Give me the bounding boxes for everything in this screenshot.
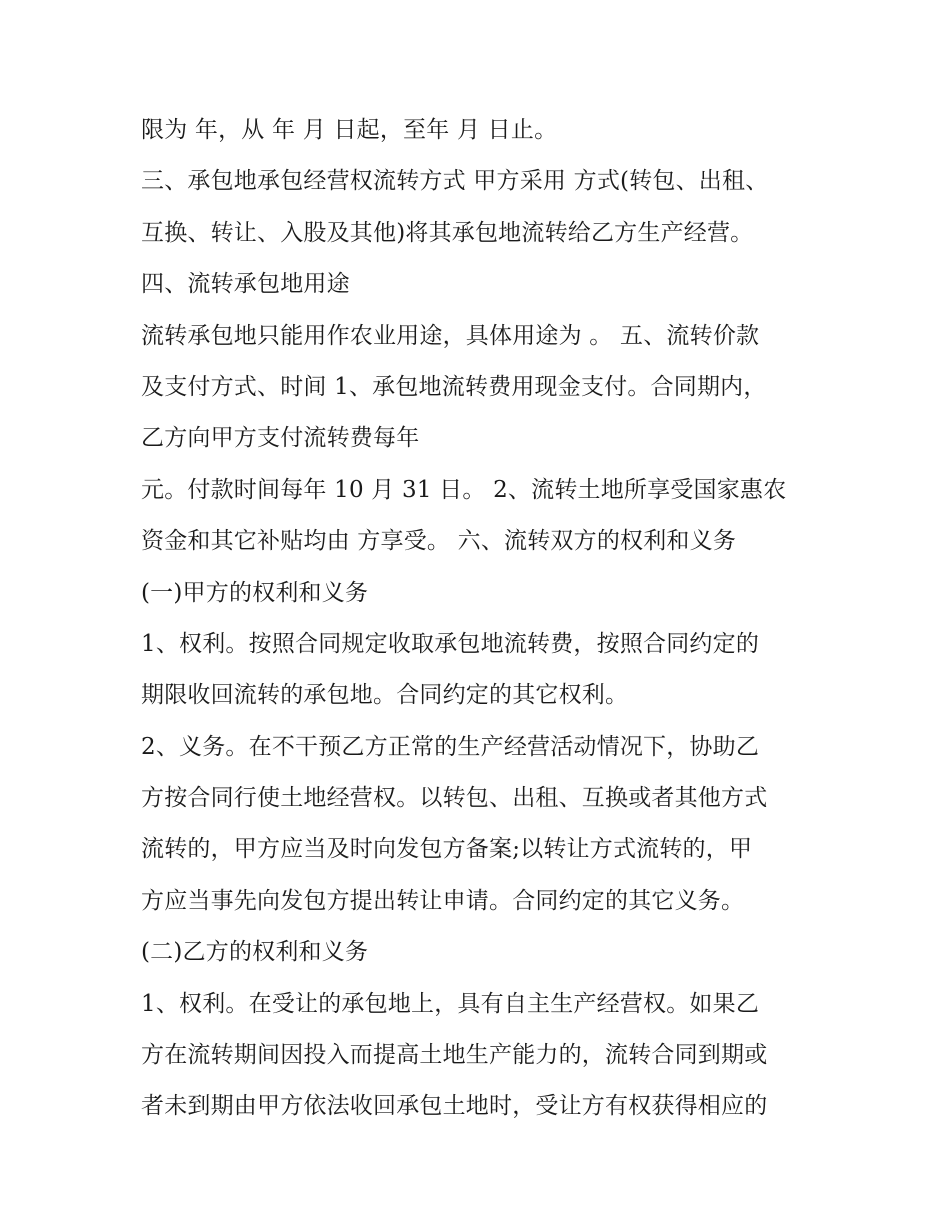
text-line: 2、义务。在不干预乙方正常的生产经营活动情况下，协助乙	[141, 733, 760, 760]
text-line: 元。付款时间每年 10 月 31 日。 2、流转土地所享受国家惠农	[141, 476, 787, 503]
text-line: 及支付方式、时间 1、承包地流转费用现金支付。合同期内，	[141, 373, 767, 400]
text-line: 期限收回流转的承包地。合同约定的其它权利。	[141, 682, 629, 709]
text-line: 限为 年，从 年 月 日起，至年 月 日止。	[141, 117, 558, 143]
text-line: 方在流转期间因投入而提高土地生产能力的，流转合同到期或	[141, 1042, 768, 1069]
text-line: 者未到期由甲方依法收回承包土地时，受让方有权获得相应的	[141, 1093, 768, 1120]
text-line: 乙方向甲方支付流转费每年	[141, 425, 420, 452]
text-line: 1、权利。在受让的承包地上，具有自主生产经营权。如果乙	[141, 990, 760, 1017]
text-line: 互换、转让、入股及其他)将其承包地流转给乙方生产经营。	[141, 219, 754, 246]
text-line: 流转的，甲方应当及时向发包方备案;以转让方式流转的，甲	[141, 836, 753, 863]
text-line: 三、承包地承包经营权流转方式 甲方采用 方式(转包、出租、	[141, 168, 769, 195]
text-line: 资金和其它补贴均由 方享受。 六、流转双方的权利和义务	[141, 528, 737, 555]
text-line: 流转承包地只能用作农业用途，具体用途为 。 五、流转价款	[141, 322, 760, 349]
document-body	[141, 105, 821, 1133]
subsection-heading: (二)乙方的权利和义务	[141, 939, 369, 966]
section-heading: 四、流转承包地用途	[141, 271, 350, 298]
text-line: 方按合同行使土地经营权。以转包、出租、互换或者其他方式	[141, 785, 768, 812]
text-line: 1、权利。按照合同规定收取承包地流转费，按照合同约定的	[141, 630, 760, 657]
subsection-heading: (一)甲方的权利和义务	[141, 579, 369, 606]
text-line: 方应当事先向发包方提出转让申请。合同约定的其它义务。	[141, 887, 745, 914]
